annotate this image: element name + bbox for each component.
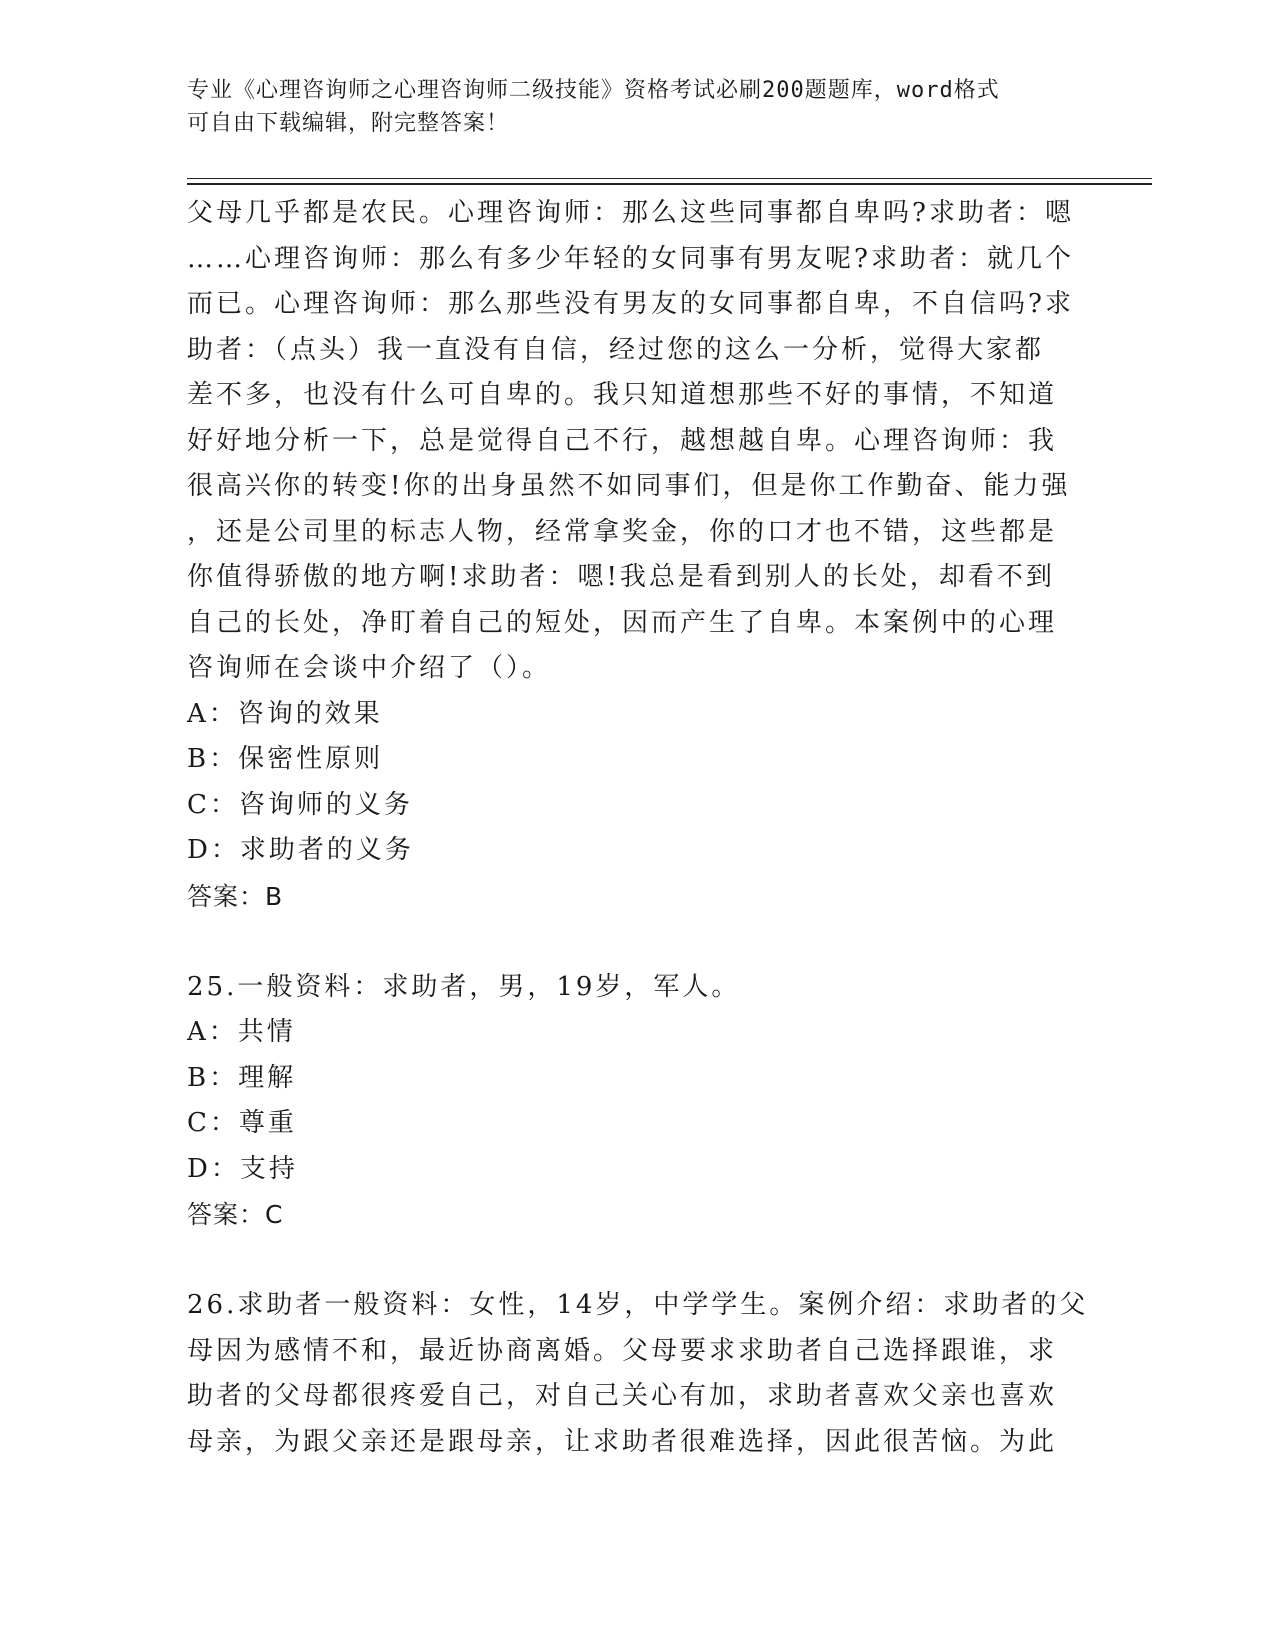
option-d: D：支持	[187, 1153, 298, 1184]
document-body	[187, 191, 1087, 1465]
question-text-line: ……心理咨询师：那么有多少年轻的女同事有男友呢?求助者：就几个	[187, 243, 1074, 274]
question-text-line: 助者的父母都很疼爱自己，对自己关心有加，求助者喜欢父亲也喜欢	[187, 1381, 1058, 1411]
option-c: C：尊重	[187, 1108, 297, 1138]
option-a: A：咨询的效果	[187, 698, 383, 729]
question-text-line: 自己的长处，净盯着自己的短处，因而产生了自卑。本案例中的心理	[187, 607, 1058, 638]
question-25	[187, 965, 1087, 1238]
question-text-line: 26.求助者一般资料：女性，14岁，中学学生。案例介绍：求助者的父	[187, 1290, 1089, 1320]
header-divider-thick	[187, 183, 1152, 185]
option-b: B：理解	[187, 1062, 297, 1093]
question-text-line: 25.一般资料：求助者，男，19岁，军人。	[187, 971, 741, 1002]
option-c: C：咨询师的义务	[187, 789, 413, 820]
question-text-line: 差不多，也没有什么可自卑的。我只知道想那些不好的事情，不知道	[187, 380, 1058, 410]
question-text-line: 父母几乎都是农民。心理咨询师：那么这些同事都自卑吗?求助者：嗯	[187, 198, 1074, 228]
question-text-line: 而已。心理咨询师：那么那些没有男友的女同事都自卑，不自信吗?求	[187, 289, 1074, 319]
spacer	[187, 1238, 1087, 1284]
question-text-line: 助者：（点头）我一直没有自信，经过您的这么一分析，觉得大家都	[187, 334, 1045, 365]
question-text-line: 很高兴你的转变!你的出身虽然不如同事们，但是你工作勤奋、能力强	[187, 471, 1071, 501]
spacer	[187, 919, 1087, 965]
option-d: D：求助者的义务	[187, 835, 414, 865]
question-text-line: 咨询师在会谈中介绍了（）。	[187, 653, 552, 683]
header-line-2: 可自由下载编辑，附完整答案！	[187, 111, 510, 136]
question-24	[187, 191, 1087, 919]
question-text-line: 母亲，为跟父亲还是跟母亲，让求助者很难选择，因此很苦恼。为此	[187, 1426, 1058, 1457]
option-b: B：保密性原则	[187, 744, 384, 774]
header-divider-thin	[187, 178, 1152, 179]
question-text-line: 你值得骄傲的地方啊!求助者：嗯!我总是看到别人的长处，却看不到	[187, 562, 1055, 592]
option-a: A：共情	[187, 1017, 296, 1047]
document-header	[187, 74, 1087, 140]
question-26	[187, 1283, 1087, 1465]
answer: 答案：C	[187, 1200, 284, 1229]
answer: 答案：B	[187, 881, 284, 911]
header-line-1: 专业《心理咨询师之心理咨询师二级技能》资格考试必刷200题题库，word格式	[187, 78, 1000, 103]
question-text-line: 母因为感情不和，最近协商离婚。父母要求求助者自己选择跟谁，求	[187, 1335, 1058, 1366]
question-text-line: 好好地分析一下，总是觉得自己不行，越想越自卑。心理咨询师：我	[187, 425, 1058, 456]
question-text-line: ，还是公司里的标志人物，经常拿奖金，你的口才也不错，这些都是	[187, 516, 1058, 547]
